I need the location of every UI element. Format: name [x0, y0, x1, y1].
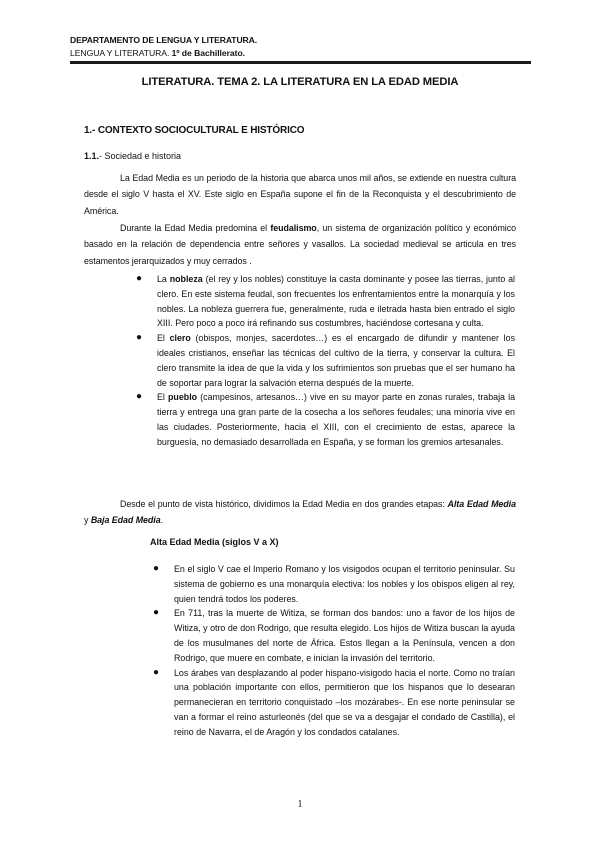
paragraph-feudalismo-a: Durante la Edad Media predomina el: [120, 223, 271, 233]
list-item-pueblo: [136, 390, 516, 449]
list-item-text: (el rey y los nobles) constituye la casta dominante y posee las tierras, junto al clero. En este sistema feudal, son frecuentes los enfrentamientos entre la monarquía y los nobles. La nobleza guerrera fue, generalmente, ruda e iletrada hasta bien entrado el siglo XIII. Pero poco a poco irá refinando sus costumbres, haciéndose cortesana y culta.: [157, 274, 515, 329]
header-course-level: 1º de Bachillerato.: [171, 48, 245, 58]
list-item-text: En el siglo V cae el Imperio Romano y los visigodos ocupan el territorio peninsular. Su sistema de gobierno es una monarquía electiva: los nobles y los obispos eligen al rey, quien tendrá todos los poderes.: [174, 564, 515, 604]
paragraph-edad-media: La Edad Media es un periodo de la historia que abarca unos mil años, se extiende en nuestra cultura desde el siglo V hasta el XV. Este siglo en España supone el fin de la Reconquista y el descubrimiento de América.: [84, 173, 516, 216]
bullet-icon: ●: [136, 391, 143, 403]
paragraph-feudalismo-b: , un sistema de organización político y económico basado en la relación de dependencia entre señores y vasallos. La sociedad medieval se articula en tres estamentos jerarquizados y muy cerrados .: [84, 223, 516, 266]
paragraph-etapas: [84, 497, 516, 528]
list-item: [153, 562, 515, 606]
list-item-prefix: El: [157, 333, 170, 344]
list-item-term: pueblo: [168, 392, 198, 403]
bullet-icon: ●: [153, 607, 160, 619]
bullet-icon: ●: [153, 563, 160, 574]
alta-edad-media-heading: Alta Edad Media (siglos V a X): [150, 537, 279, 547]
bullet-icon: ●: [153, 666, 160, 678]
list-item-clero: [136, 331, 516, 390]
header-course-subject: LENGUA Y LITERATURA.: [70, 48, 172, 58]
list-item-text: (campesinos, artesanos…) vive en su mayor parte en zonas rurales, trabaja la tierra y entrega una gran parte de la cosecha a los señores feudales; una minoría vive en las ciudades. Posteriormente, hacia el XIII, con el crecimiento de estas, aparece la burguesía, no demasiado desarrollada en España, y se forman los gremios artesanales.: [157, 392, 516, 447]
estamentos-list: [136, 272, 516, 450]
list-item-term: clero: [169, 333, 191, 344]
header-rule: [70, 61, 531, 64]
header-department: DEPARTAMENTO DE LENGUA Y LITERATURA.: [70, 35, 258, 45]
subsection-number: 1.1.: [84, 151, 100, 161]
list-item-prefix: El: [157, 392, 168, 403]
list-item: [153, 666, 515, 740]
paragraph-etapas-a: Desde el punto de vista histórico, dividimos la Edad Media en dos grandes etapas:: [120, 499, 448, 509]
list-item: [153, 606, 515, 665]
subsection-title: - Sociedad e historia: [99, 151, 182, 161]
list-item-text: En 711, tras la muerte de Witiza, se forman dos bandos: uno a favor de los hijos de Witiza, y otro de don Rodrigo, que resulta elegido. Los hijos de Witiza buscan la ayuda de los musulmanes del norte de África. Estos llegan a la Península, vencen a don Rodrigo, que muere en combate, e inician la invasión del territorio.: [174, 608, 515, 663]
list-item-text: (obispos, monjes, sacerdotes…) es el encargado de difundir y mantener los ideales cristianos, enseñar las técnicas del cultivo de la tierra, y conservar la cultura. El clero transmite la idea de que la vida y los sufrimientos son pruebas que el ser humano ha de soportar para lograr la salvación eterna después de la muerte.: [157, 333, 516, 388]
subsection-heading: [84, 151, 181, 161]
bullet-icon: ●: [136, 332, 143, 344]
feudalismo-term: feudalismo: [270, 223, 317, 233]
alta-edad-media-term: Alta Edad Media: [447, 499, 516, 509]
page-number: 1: [297, 799, 303, 810]
header-course: [70, 48, 245, 58]
page-title: LITERATURA. TEMA 2. LA LITERATURA EN LA EDAD MEDIA: [141, 76, 459, 88]
paragraph-etapas-end: .: [160, 514, 164, 525]
paragraph-feudalismo: [84, 220, 516, 269]
list-item-nobleza: [136, 272, 515, 331]
bullet-icon: ●: [136, 273, 143, 284]
list-item-text: Los árabes van desplazando al poder hispano-visigodo hacia el norte. Como no traían una población importante con ellos, permitieron que los hispanos que lo desearan permanecieran en territorio conquistado –los mozárabes-. En ese norte peninsular se van a formar el reino asturleonés (del que se va a desgajar el condado de Castilla), el reino de Navarra, el de Aragón y los condados catalanes.: [174, 667, 515, 737]
list-item-term: nobleza: [169, 274, 203, 284]
alta-edad-media-list: [153, 562, 515, 740]
section-heading: 1.- CONTEXTO SOCIOCULTURAL E HISTÓRICO: [84, 125, 305, 136]
paragraph-etapas-mid: y: [84, 514, 91, 525]
list-item-prefix: La: [157, 274, 170, 284]
baja-edad-media-term: Baja Edad Media: [90, 514, 161, 525]
